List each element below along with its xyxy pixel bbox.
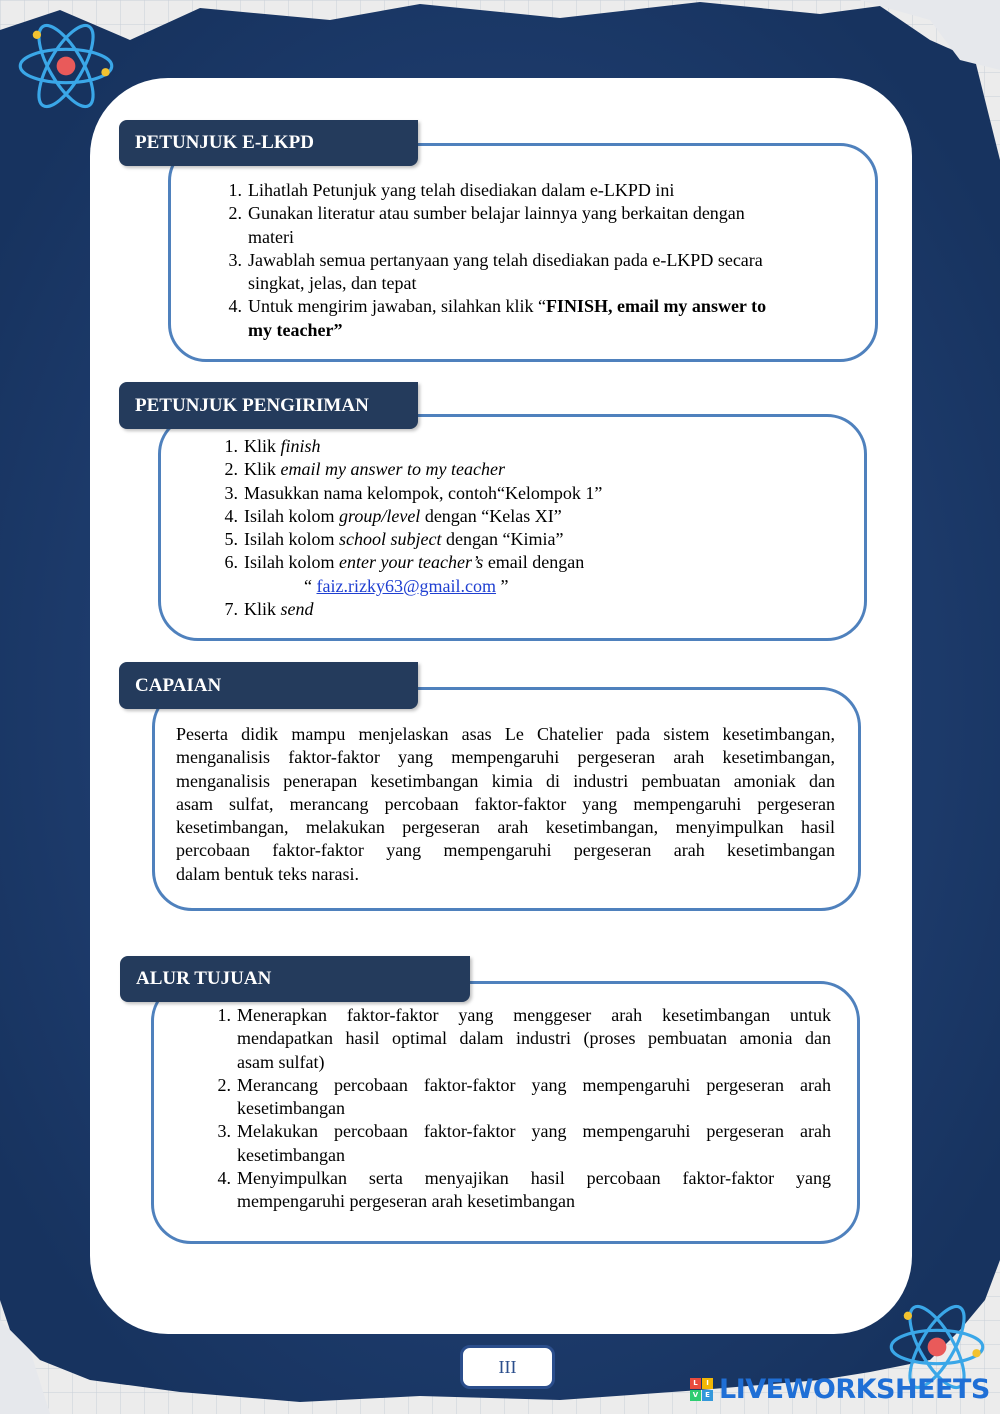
list-item: 6. Isilah kolom enter your teacher’s email dengan “ faiz.rizky63@gmail.com ” xyxy=(224,552,585,596)
petunjuk-title: PETUNJUK E-LKPD xyxy=(119,120,418,166)
list-item: 7. Klik send xyxy=(224,599,314,620)
list-item: 3. Jawablah semua pertanyaan yang telah disediakan pada e-LKPD secara singkat, jelas, dan tepat xyxy=(228,249,763,294)
list-item: 3. Masukkan nama kelompok, contoh“Kelompok 1” xyxy=(224,482,603,503)
list-item: 4. Menyimpulkan serta menyajikan hasil percobaan faktor-faktor yang mempengaruhi pergeseran arah kesetimbangan xyxy=(217,1168,831,1212)
atom-icon xyxy=(14,14,118,118)
capaian-title: CAPAIAN xyxy=(119,662,418,709)
alur-list xyxy=(217,1004,831,1214)
liveworksheets-logo xyxy=(690,1374,990,1404)
list-item: 5. Isilah kolom school subject dengan “Kimia” xyxy=(224,529,564,550)
list-item: 1. Menerapkan faktor-faktor yang menggeser arah kesetimbangan untuk mendapatkan hasil optimal dalam industri (proses pembuatan amonia dan asam sulfat) xyxy=(217,1005,831,1072)
list-item: 2. Klik email my answer to my teacher xyxy=(224,459,505,480)
list-item: 4. Untuk mengirim jawaban, silahkan klik “FINISH, email my answer to my teacher” xyxy=(228,296,767,340)
list-item: 1. Klik finish xyxy=(224,436,321,456)
list-item: 2. Merancang percobaan faktor-faktor yang mempengaruhi pergeseran arah kesetimbangan xyxy=(217,1074,831,1119)
list-item: 3. Melakukan percobaan faktor-faktor yang mempengaruhi pergeseran arah kesetimbangan xyxy=(217,1121,831,1165)
page-number: III xyxy=(460,1345,555,1389)
logo-text: LIVEWORKSHEETS xyxy=(719,1373,990,1405)
logo-blocks: L I V E xyxy=(690,1378,713,1401)
pengiriman-list xyxy=(224,435,804,621)
teacher-email-link[interactable]: faiz.rizky63@gmail.com xyxy=(316,575,497,596)
list-item: 2. Gunakan literatur atau sumber belajar lainnya yang berkaitan dengan materi xyxy=(228,203,745,247)
petunjuk-list xyxy=(228,179,833,342)
capaian-paragraph: Peserta didik mampu menjelaskan asas Le Chatelier pada sistem kesetimbangan, menganalisis faktor-faktor yang mempengaruhi pergeseran arah kesetimbangan, menganalisis penerapan kesetimbangan kimia di industri pembuatan amoniak dan asam sulfat, merancang percobaan faktor-faktor yang mempengaruhi pergeseran kesetimbangan, melakukan pergeseran arah kesetimbangan, menyimpulkan hasil percobaan faktor-faktor yang mempengaruhi pergeseran arah kesetimbangan dalam bentuk teks narasi. xyxy=(176,724,835,884)
alur-title: ALUR TUJUAN xyxy=(120,956,470,1002)
list-item: 4. Isilah kolom group/level dengan “Kelas XI” xyxy=(224,505,562,526)
list-item: 1. Lihatlah Petunjuk yang telah disediakan dalam e-LKPD ini xyxy=(228,180,675,200)
pengiriman-title: PETUNJUK PENGIRIMAN xyxy=(119,382,418,429)
